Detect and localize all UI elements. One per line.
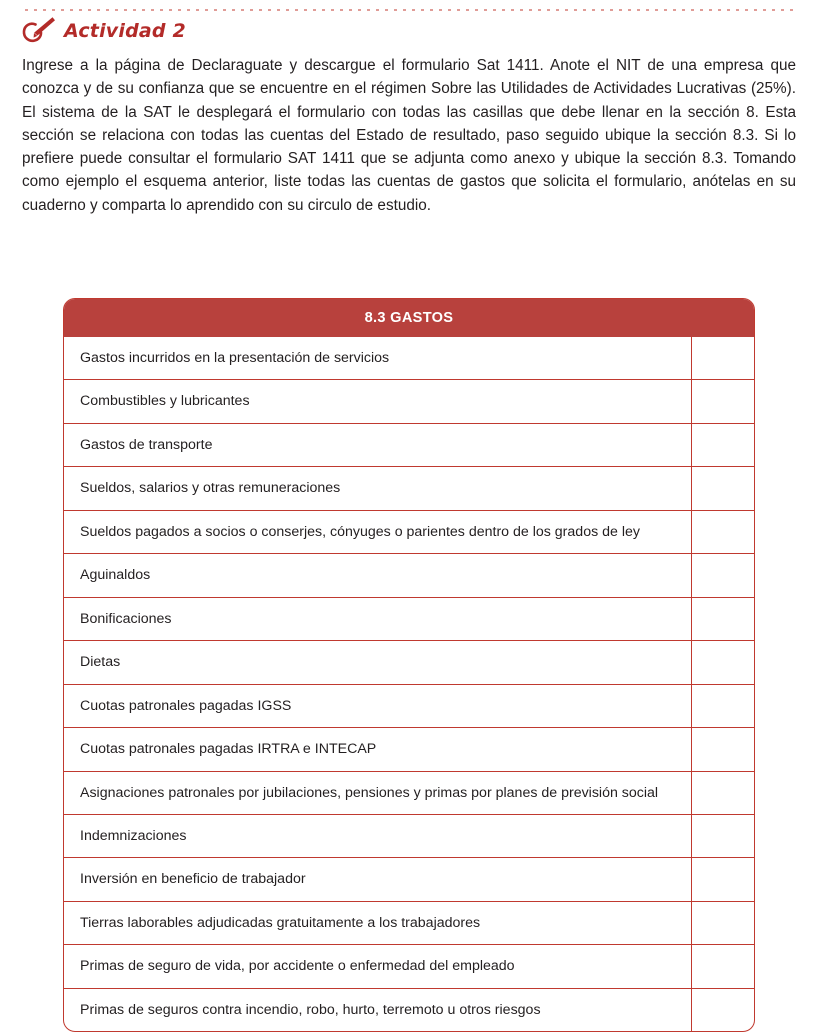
row-answer-cell[interactable] xyxy=(692,858,755,901)
row-answer-cell[interactable] xyxy=(692,510,755,553)
row-answer-cell[interactable] xyxy=(692,337,755,380)
row-label: Sueldos, salarios y otras remuneraciones xyxy=(64,467,692,510)
row-answer-cell[interactable] xyxy=(692,814,755,857)
top-dotted-divider xyxy=(22,8,796,12)
table-row xyxy=(64,858,754,901)
table-row xyxy=(64,337,754,380)
row-answer-cell[interactable] xyxy=(692,771,755,814)
row-answer-cell[interactable] xyxy=(692,988,755,1031)
row-label: Tierras laborables adjudicadas gratuitamente a los trabajadores xyxy=(64,901,692,944)
row-label: Combustibles y lubricantes xyxy=(64,380,692,423)
pencil-icon xyxy=(22,16,56,46)
table-row xyxy=(64,467,754,510)
row-answer-cell[interactable] xyxy=(692,554,755,597)
row-answer-cell[interactable] xyxy=(692,901,755,944)
row-label: Gastos incurridos en la presentación de servicios xyxy=(64,337,692,380)
table-row xyxy=(64,988,754,1031)
table-row xyxy=(64,423,754,466)
table-row xyxy=(64,945,754,988)
row-label: Bonificaciones xyxy=(64,597,692,640)
table-title: 8.3 GASTOS xyxy=(64,299,754,337)
table-row xyxy=(64,510,754,553)
row-answer-cell[interactable] xyxy=(692,728,755,771)
gastos-table-body xyxy=(64,337,754,1031)
row-label: Indemnizaciones xyxy=(64,814,692,857)
gastos-table-card xyxy=(63,298,755,1032)
row-answer-cell[interactable] xyxy=(692,467,755,510)
table-row xyxy=(64,684,754,727)
row-label: Aguinaldos xyxy=(64,554,692,597)
table-row xyxy=(64,814,754,857)
table-row xyxy=(64,901,754,944)
row-answer-cell[interactable] xyxy=(692,597,755,640)
activity-title: Actividad 2 xyxy=(64,20,186,42)
row-answer-cell[interactable] xyxy=(692,380,755,423)
row-answer-cell[interactable] xyxy=(692,945,755,988)
row-label: Gastos de transporte xyxy=(64,423,692,466)
row-label: Asignaciones patronales por jubilaciones, pensiones y primas por planes de previsión social xyxy=(64,771,692,814)
row-label: Cuotas patronales pagadas IRTRA e INTECAP xyxy=(64,728,692,771)
row-answer-cell[interactable] xyxy=(692,641,755,684)
activity-header xyxy=(22,16,186,46)
row-label: Sueldos pagados a socios o conserjes, cónyuges o parientes dentro de los grados de ley xyxy=(64,510,692,553)
row-answer-cell[interactable] xyxy=(692,684,755,727)
table-row xyxy=(64,771,754,814)
row-label: Inversión en beneficio de trabajador xyxy=(64,858,692,901)
row-label: Primas de seguros contra incendio, robo, hurto, terremoto u otros riesgos xyxy=(64,988,692,1031)
table-row xyxy=(64,641,754,684)
table-row xyxy=(64,554,754,597)
intro-paragraph: Ingrese a la página de Declaraguate y descargue el formulario Sat 1411. Anote el NIT de una empresa que conozca y de su confianza que se encuentre en el régimen Sobre las Utilidades de Actividades Lucrativas (25%). El sistema de la SAT le desplegará el formulario con todas las casillas que debe llenar en la sección 8. Esta sección se relaciona con todas las cuentas del Estado de resultado, paso seguido ubique la sección 8.3. Si lo prefiere puede consultar el formulario SAT 1411 que se adjunta como anexo y ubique la sección 8.3. Tomando como ejemplo el esquema anterior, liste todas las cuentas de gastos que solicita el formulario, anótelas en su cuaderno y comparta lo aprendido con su circulo de estudio. xyxy=(22,57,796,214)
table-row xyxy=(64,728,754,771)
table-row xyxy=(64,597,754,640)
row-label: Primas de seguro de vida, por accidente o enfermedad del empleado xyxy=(64,945,692,988)
gastos-table xyxy=(64,337,754,1031)
row-label: Dietas xyxy=(64,641,692,684)
table-row xyxy=(64,380,754,423)
row-label: Cuotas patronales pagadas IGSS xyxy=(64,684,692,727)
row-answer-cell[interactable] xyxy=(692,423,755,466)
